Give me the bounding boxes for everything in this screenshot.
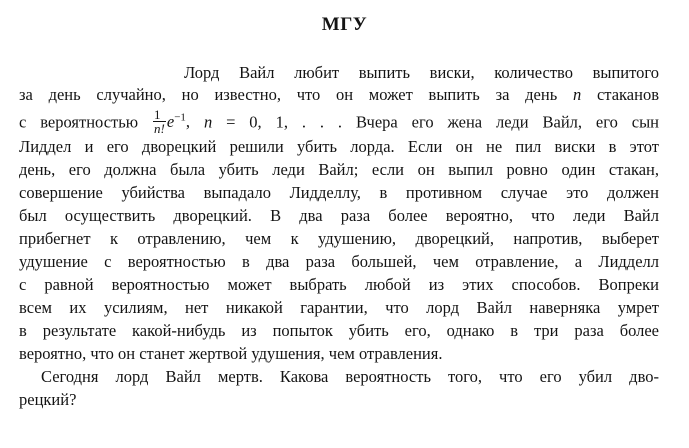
text-line-9: удушение с вероятностью в два раза большей, чем отравление, а Лидделл bbox=[19, 252, 659, 271]
variable-n-2: n bbox=[203, 112, 213, 132]
text-line-15: рецкий? bbox=[19, 390, 77, 409]
text-line-2-start: за день случайно, но известно, что он может выпить за день bbox=[19, 85, 558, 104]
probability-formula: $\frac{1}{n!}$ $e^{-1}$, bbox=[154, 107, 191, 136]
text-line-5: день, его должна была убить леди Вайл; если он выпил ровно один стакан, bbox=[19, 160, 659, 179]
text-line-3-start: с вероятностью bbox=[19, 112, 139, 132]
text-line-12: в результате какой-нибудь из попыток убить его, однако в три раза более bbox=[19, 321, 659, 340]
text-line-14: Сегодня лорд Вайл мертв. Какова вероятность того, что его убил дво- bbox=[41, 367, 659, 386]
text-line-6: совершение убийства выпадало Лидделлу, в противном случае это должен bbox=[19, 183, 659, 202]
text-line-10: с равной вероятностью может выбрать любой из этих способов. Вопреки bbox=[19, 275, 659, 294]
variable-n: n bbox=[572, 85, 582, 104]
fraction-denominator: n! bbox=[154, 121, 165, 136]
exp-power: −1 bbox=[174, 111, 186, 124]
text-line-1: Лорд Вайл любит выпить виски, количество выпитого bbox=[184, 63, 659, 82]
text-line-13: вероятно, что он станет жертвой удушения, чем отравления. bbox=[19, 344, 443, 363]
fraction bbox=[153, 108, 166, 135]
text-line-2-end: стаканов bbox=[596, 85, 660, 104]
exp-base: e bbox=[166, 112, 175, 132]
fraction-numerator: 1 bbox=[153, 108, 166, 122]
text-line-7: был осуществить дворецкий. В два раза более вероятно, что леди Вайл bbox=[19, 206, 659, 225]
text-line-2 bbox=[19, 85, 659, 105]
text-line-11: всем их усилиям, нет никакой гарантии, что лорд Вайл наверняка умрет bbox=[19, 298, 659, 317]
page-title: МГУ bbox=[321, 14, 368, 35]
text-line-8: прибегнет к отравлению, чем к удушению, дворецкий, напротив, выберет bbox=[19, 229, 659, 248]
text-line-4: Лиддел и его дворецкий решили убить лорда. Если он не пил виски в этот bbox=[19, 137, 659, 156]
text-line-3-end: = 0, 1, . . . Вчера его жена леди Вайл, его сын bbox=[226, 112, 659, 132]
text-line-3 bbox=[19, 107, 659, 137]
